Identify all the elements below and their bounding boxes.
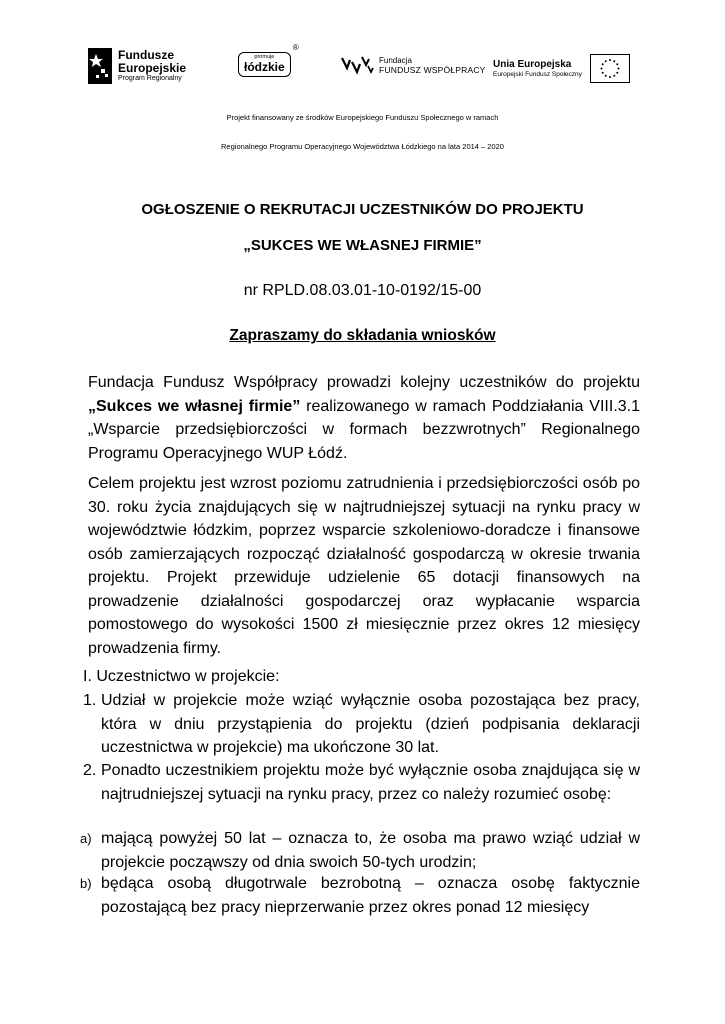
list-item-text: Ponadto uczestnikiem projektu może być wyłącznie osoba znajdująca się w najtrudniejszej sytuacji na rynku pracy, przez co należy rozumieć osobę: (101, 762, 640, 803)
sub-list-item-text: mającą powyżej 50 lat – oznacza to, że osoba ma prawo wziąć udział w projekcie począwszy od dnia swoich 50-tych urodzin; (101, 830, 640, 871)
intro-project-name: „Sukces we własnej firmie” (88, 397, 301, 415)
sub-list-item (80, 827, 640, 874)
promuje-lodzkie-logo (238, 43, 299, 77)
funding-note-line1: Projekt finansowany ze środków Europejskiego Funduszu Społecznego w ramach (226, 113, 499, 122)
ue-line2: Europejski Fundusz Społeczny (493, 70, 582, 78)
eu-flag-icon (590, 54, 630, 83)
project-number: nr RPLD.08.03.01-10-0192/15-00 (243, 282, 482, 299)
intro-text-end: realizowanego w ramach Poddziałania VIII.3.1 „Wsparcie przedsiębiorczości w formach bezzwrotnych” Regionalnego Programu Operacyjnego WUP Łódź. (88, 397, 641, 462)
list-item-text: Udział w projekcie może wziąć wyłącznie osoba pozostająca bez pracy, która w dniu przystąpienia do projektu (dzień podpisania deklaracji uczestnictwa w projekcie) ma ukończone 30 lat. (101, 692, 640, 756)
fe-star-icon (88, 48, 112, 84)
list-item-number: 1. (83, 692, 97, 709)
registered-mark: ® (292, 43, 299, 52)
ffw-line2: FUNDUSZ WSPÓŁPRACY (379, 64, 486, 75)
fe-line2: Europejskie (118, 60, 187, 75)
ue-line1: Unia Europejska (493, 59, 572, 71)
ffw-birds-icon (341, 54, 375, 78)
fundacja-fundusz-wspolpracy-logo (341, 54, 486, 78)
announcement-title: OGŁOSZENIE O REKRUTACJI UCZESTNIKÓW DO PROJEKTU (141, 201, 584, 218)
invitation-text: Zapraszamy do składania wniosków (229, 327, 496, 344)
fe-line3: Program Regionalny (118, 75, 182, 83)
fundusze-europejskie-logo (88, 48, 186, 84)
invitation-heading (0, 327, 725, 345)
sub-list-item-text: będąca osobą długotrwale bezrobotną – oznacza osobę faktycznie pozostającą bez pracy nieprzerwanie przez okres ponad 12 miesięcy (101, 875, 640, 916)
project-name: „SUKCES WE WŁASNEJ FIRMIE” (243, 237, 482, 254)
list-item-number: 2. (83, 762, 97, 779)
ffw-line1: Fundacja (379, 55, 412, 65)
sub-list-item (80, 872, 640, 919)
intro-text-start: Fundacja Fundusz Współpracy prowadzi kolejny uczestników do projektu (88, 374, 640, 391)
logo-bar (88, 44, 648, 96)
list-item (83, 759, 640, 806)
lodzkie-small: promuje (254, 54, 275, 60)
sub-list-item-letter: b) (80, 876, 92, 891)
fe-line1: Fundusze (118, 48, 174, 63)
list-item (83, 689, 640, 760)
sub-list-item-letter: a) (80, 831, 92, 846)
lodzkie-big: łódzkie (244, 59, 285, 74)
unia-europejska-logo (493, 54, 630, 83)
section-heading: I. Uczestnictwo w projekcie: (83, 668, 280, 685)
intro-paragraph (88, 371, 640, 465)
goal-paragraph: Celem projektu jest wzrost poziomu zatrudnienia i przedsiębiorczości osób po 30. roku życia znajdujących się w najtrudniejszej sytuacji na rynku pracy w województwie łódzkim, poprzez wsparcie szkoleniowo-doradcze i finansowe osób zamierzających rozpocząć działalność gospodarczą w okresie trwania projektu. Projekt przewiduje udzielenie 65 dotacji finansowych na prowadzenie działalności gospodarczej oraz wypłacanie wsparcia pomostowego do wysokości 1500 zł miesięcznie przez okres 12 miesięcy prowadzenia firmy. (88, 475, 640, 657)
funding-note-line2: Regionalnego Programu Operacyjnego Województwa Łódzkiego na lata 2014 – 2020 (221, 142, 504, 151)
